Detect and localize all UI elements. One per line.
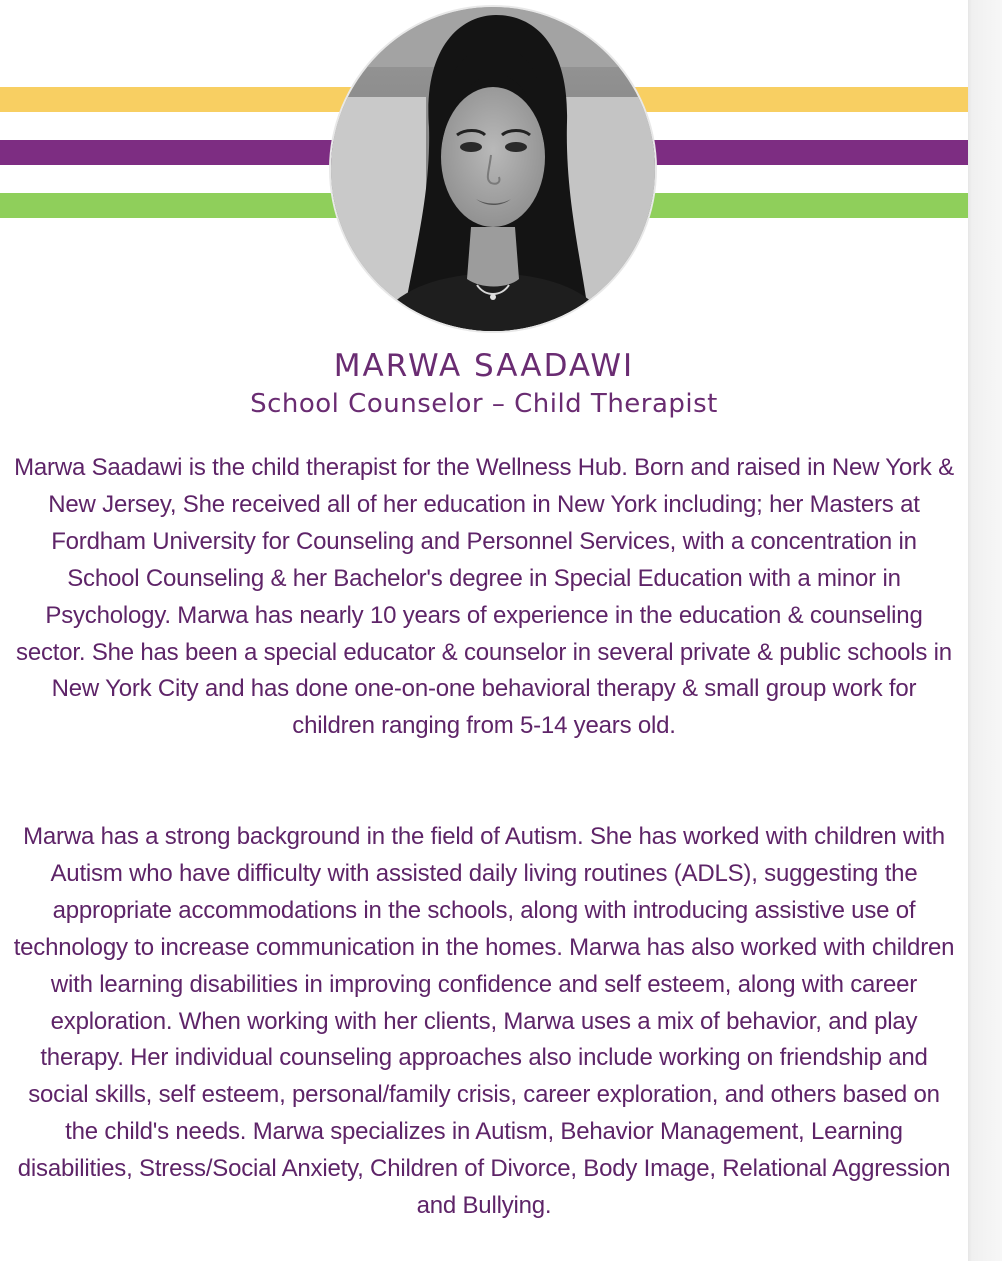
bio-paragraph-2: Marwa has a strong background in the field of Autism. She has worked with children with Autism who have difficulty with assisted daily living routines (ADLS), suggesting the appropriate accommodations in the schools, along with introducing assistive use of technology to increase communication in the homes. Marwa has also worked with children with learning disabilities in improving confidence and self esteem, along with career exploration. When working with her clients, Marwa uses a mix of behavior, and play therapy. Her individual counseling approaches also include working on friendship and social skills, self esteem, personal/family crisis, career exploration, and others based on the child's needs. Marwa specializes in Autism, Behavior Management, Learning disabilities, Stress/Social Anxiety, Children of Divorce, Body Image, Relational Aggression and Bullying. [13,823,955,1220]
profile-role: School Counselor – Child Therapist [250,389,718,419]
page-edge-shadow [968,0,1002,1261]
profile-photo [331,7,655,331]
bio-paragraph-1: Marwa Saadawi is the child therapist for the Wellness Hub. Born and raised in New York & New Jersey, She received all of her education in New York including; her Masters at Fordham University for Counseling and Personnel Services, with a concentration in School Counseling & her Bachelor's degree in Special Education with a minor in Psychology. Marwa has nearly 10 years of experience in the education & counseling sector. She has been a special educator & counselor in several private & public schools in New York City and has done one-on-one behavioral therapy & small group work for children ranging from 5-14 years old. [14,454,954,740]
profile-name: MARWA SAADAWI [333,348,635,384]
portrait-photo-icon [331,7,655,331]
